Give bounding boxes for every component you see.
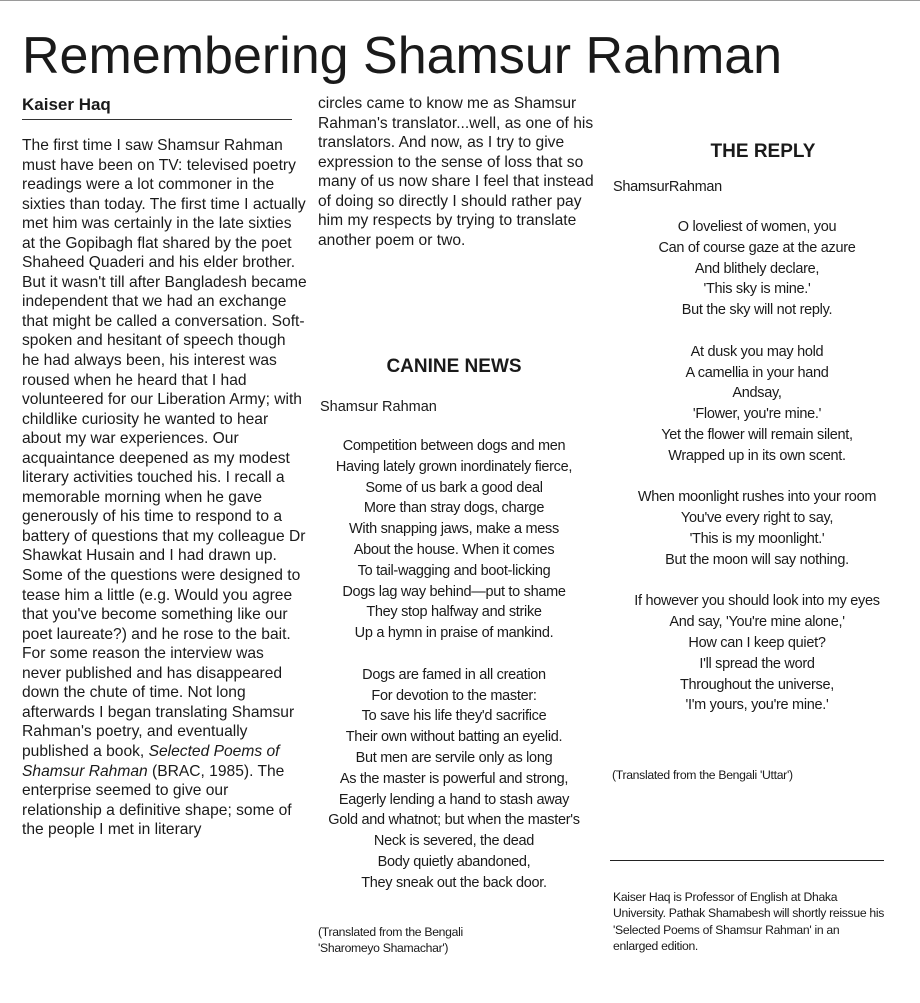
top-rule	[0, 0, 920, 1]
poem-line: Andsay,	[732, 385, 782, 402]
article-text-part-1: The first time I saw Shamsur Rahman must have been on TV: televised poetry readings were a lot commoner in the sixties than today. The first time I actually met him was certainly in the late sixties at the Gopibagh flat shared by the poet Shaheed Quaderi and his elder brother. But it wasn't till after Bangladesh became independent that we had an exchange that might be called a conversation. Soft-spoken and hesitant of speech though he had always been, his interest was roused when he heard that I had volunteered for our Liberation Army; with childlike curiosity he wanted to hear about my war experiences. Our acquaintance deepened as my modest literary activities touched his. I recall a memorable morning when he gave generously of his time to respond to a battery of questions that my colleague Dr Shawkat Husain and I had drawn up. Some of the questions were designed to tease him a little (e.g. Would you agree that you've become something like our poet laureate?) and he rose to the bait. For some reason the interview was never published and has disappeared down the chute of time. Not long afterwards I began translating Shamsur Rahman's poetry, and eventually published a book,	[22, 137, 307, 760]
poem-line: Dogs lag way behind—put to shame	[342, 583, 566, 600]
bio-rule	[610, 860, 884, 861]
poem-line: And say, 'You're mine alone,'	[669, 614, 845, 631]
page-title: Remembering Shamsur Rahman	[22, 27, 783, 85]
poem-author-the-reply: ShamsurRahman	[613, 179, 722, 195]
poem-line: Yet the flower will remain silent,	[661, 426, 853, 443]
poem-line: They stop halfway and strike	[366, 604, 542, 621]
poem-line: 'Flower, you're mine.'	[692, 406, 822, 423]
poem-line: At dusk you may hold	[690, 343, 824, 360]
poem-stanza	[604, 487, 910, 570]
poem-line: If however you should look into my eyes	[634, 593, 880, 610]
poem-title-the-reply: THE REPLY	[710, 141, 816, 162]
poem-line: Can of course gaze at the azure	[658, 239, 856, 256]
poem-line: I'll spread the word	[699, 655, 815, 672]
poem-line: You've every right to say,	[680, 510, 834, 527]
poem-title-canine-news: CANINE NEWS	[386, 356, 522, 377]
note-line: (Translated from the Bengali	[318, 925, 463, 939]
poem-line: Having lately grown inordinately fierce,	[335, 458, 573, 475]
poem-line: When moonlight rushes into your room	[637, 489, 877, 506]
poem-line: As the master is powerful and strong,	[339, 770, 569, 787]
poem-line: Throughout the universe,	[679, 676, 834, 693]
poem-line: They sneak out the back door.	[361, 874, 547, 891]
poem-line: But men are servile only as long	[355, 749, 553, 766]
poem-line: To save his life they'd sacrifice	[361, 708, 547, 725]
poem-stanza	[604, 591, 910, 716]
poem-line: Competition between dogs and men	[342, 438, 566, 454]
poem-stanza	[604, 217, 910, 321]
article-text-part-2: (BRAC, 1985). The enterprise seemed to give our relationship a definitive shape; some of the people I met in literary	[22, 762, 292, 839]
poem-body-the-reply	[604, 217, 910, 716]
book-title: Selected Poems of Shamsur Rahman	[22, 742, 280, 780]
translation-note-the-reply: (Translated from the Bengali 'Uttar')	[612, 768, 793, 782]
poem-line: Body quietly abandoned,	[377, 853, 531, 870]
poem-author-canine-news: Shamsur Rahman	[320, 399, 437, 415]
poem-line: For devotion to the master:	[371, 687, 537, 704]
translation-note-canine-news	[318, 925, 598, 956]
poem-line: How can I keep quiet?	[688, 634, 826, 651]
poem-line: But the sky will not reply.	[681, 302, 833, 319]
poem-line: O loveliest of women, you	[677, 219, 837, 235]
article-column-1	[22, 136, 307, 840]
poem-line: 'This is my moonlight.'	[689, 530, 825, 547]
poem-stanza	[604, 342, 910, 467]
byline: Kaiser Haq	[22, 95, 111, 114]
poem-line: To tail-wagging and boot-licking	[357, 562, 551, 579]
poem-line: Wrapped up in its own scent.	[668, 447, 846, 464]
poem-line: Their own without batting an eyelid.	[345, 729, 563, 746]
poem-stanza	[312, 436, 596, 644]
poem-line: Dogs are famed in all creation	[362, 666, 546, 683]
poem-line: But the moon will say nothing.	[665, 551, 849, 568]
poem-line: 'This sky is mine.'	[703, 281, 811, 298]
poem-body-canine-news	[312, 436, 596, 894]
author-bio: Kaiser Haq is Professor of English at Dhaka University. Pathak Shamabesh will shortly reissue his 'Selected Poems of Shamsur Rahman' in an enlarged edition.	[613, 890, 885, 953]
poem-line: Neck is severed, the dead	[373, 833, 535, 850]
poem-line: And blithely declare,	[694, 260, 820, 277]
article-column-2: circles came to know me as Shamsur Rahman's translator...well, as one of his translators. And now, as I try to give expression to the sense of loss that so many of us now share I feel that instead of doing so directly I should rather pay him my respects by trying to translate another poem or two.	[318, 95, 594, 249]
note-line: 'Sharomeyo Shamachar')	[318, 940, 449, 955]
poem-line: Eagerly lending a hand to stash away	[338, 791, 570, 808]
poem-stanza	[312, 665, 596, 894]
byline-rule	[22, 119, 292, 120]
poem-line: Some of us bark a good deal	[365, 479, 543, 496]
poem-line: Gold and whatnot; but when the master's	[328, 812, 580, 829]
poem-line: A camellia in your hand	[685, 364, 829, 381]
poem-line: With snapping jaws, make a mess	[349, 521, 559, 538]
poem-line: 'I'm yours, you're mine.'	[685, 697, 829, 714]
poem-line: More than stray dogs, charge	[363, 500, 545, 517]
poem-line: About the house. When it comes	[353, 541, 555, 558]
poem-line: Up a hymn in praise of mankind.	[354, 625, 554, 642]
